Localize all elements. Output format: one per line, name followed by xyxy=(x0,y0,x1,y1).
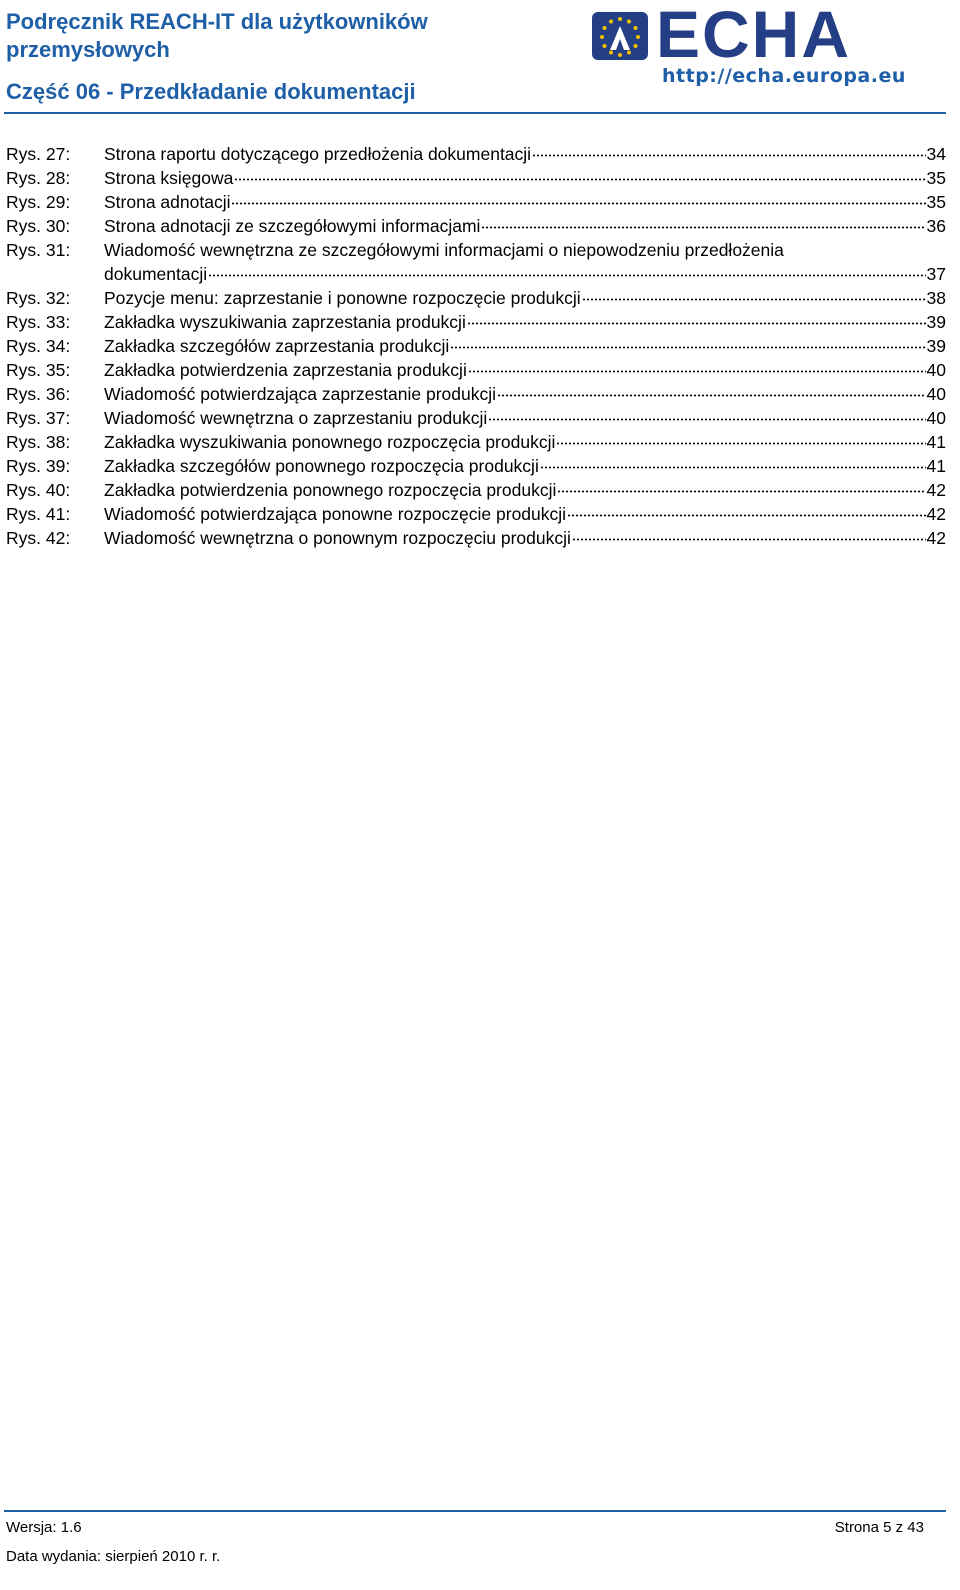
toc-entry-title: Zakładka wyszukiwania ponownego rozpoczęcia produkcji xyxy=(104,432,556,452)
toc-entry-line xyxy=(104,214,946,238)
toc-entry[interactable] xyxy=(6,334,946,358)
toc-figure-number: Rys. 31: xyxy=(6,240,71,260)
toc-entry-body xyxy=(104,478,946,502)
toc-entry-line xyxy=(104,526,946,550)
toc-entry-body xyxy=(104,190,946,214)
toc-dot-leader xyxy=(208,263,925,277)
toc-figure-number: Rys. 40: xyxy=(6,480,71,500)
toc-entry-title: Wiadomość wewnętrzna o zaprzestaniu produkcji xyxy=(104,408,488,428)
toc-entry[interactable] xyxy=(6,310,946,334)
toc-entry-body xyxy=(104,358,946,382)
toc-entry-title: Strona raportu dotyczącego przedłożenia dokumentacji xyxy=(104,144,532,164)
toc-dot-leader xyxy=(557,479,925,493)
toc-figure-number: Rys. 36: xyxy=(6,384,71,404)
toc-entry-title: Zakładka szczegółów ponownego rozpoczęcia produkcji xyxy=(104,456,539,476)
toc-entry-title: Strona księgowa xyxy=(104,168,234,188)
toc-dot-leader xyxy=(572,527,926,541)
toc-entry-body xyxy=(104,310,946,334)
toc-entry-line xyxy=(104,478,946,502)
toc-entry[interactable] xyxy=(6,502,946,526)
page-header xyxy=(0,0,960,112)
toc-entry-line xyxy=(104,262,946,286)
toc-entry-body xyxy=(104,166,946,190)
toc-page-number: 37 xyxy=(926,264,946,284)
toc-dot-leader xyxy=(231,191,925,205)
toc-page-number: 40 xyxy=(926,384,946,404)
toc-dot-leader xyxy=(450,335,925,349)
toc-entry[interactable] xyxy=(6,238,946,286)
toc-figure-number: Rys. 37: xyxy=(6,408,71,428)
toc-entry[interactable] xyxy=(6,286,946,310)
toc-figure-number: Rys. 30: xyxy=(6,216,71,236)
toc-page-number: 34 xyxy=(926,144,946,164)
toc-entry-body xyxy=(104,214,946,238)
toc-dot-leader xyxy=(497,383,926,397)
toc-entry[interactable] xyxy=(6,214,946,238)
toc-figure-number: Rys. 32: xyxy=(6,288,71,308)
toc-entry-body xyxy=(104,454,946,478)
toc-entry-line xyxy=(104,142,946,166)
toc-entry-line xyxy=(104,502,946,526)
toc-entry-title: Pozycje menu: zaprzestanie i ponowne rozpoczęcie produkcji xyxy=(104,288,581,308)
footer-release-date: Data wydania: sierpień 2010 r. r. xyxy=(6,1548,221,1565)
toc-figure-number: Rys. 35: xyxy=(6,360,71,380)
toc-dot-leader xyxy=(468,359,926,373)
toc-entry-body xyxy=(104,406,946,430)
toc-dot-leader xyxy=(234,167,925,181)
toc-entry-title: Zakładka potwierdzenia ponownego rozpoczęcia produkcji xyxy=(104,480,557,500)
toc-entry-line xyxy=(104,310,946,334)
toc-dot-leader xyxy=(567,503,925,517)
toc-page-number: 40 xyxy=(926,408,946,428)
toc-entry-line xyxy=(104,382,946,406)
toc-entry-title: Wiadomość wewnętrzna o ponownym rozpoczęciu produkcji xyxy=(104,528,571,548)
toc-figure-number: Rys. 33: xyxy=(6,312,71,332)
toc-entry-body xyxy=(104,238,946,286)
toc-figure-number: Rys. 38: xyxy=(6,432,71,452)
toc-page-number: 42 xyxy=(926,504,946,524)
toc-entry-line xyxy=(104,166,946,190)
header-divider xyxy=(4,112,946,114)
toc-entry-body xyxy=(104,286,946,310)
toc-entry[interactable] xyxy=(6,430,946,454)
toc-entry[interactable] xyxy=(6,382,946,406)
toc-page-number: 35 xyxy=(926,168,946,188)
toc-page-number: 41 xyxy=(926,456,946,476)
toc-entry-title: Zakładka szczegółów zaprzestania produkcji xyxy=(104,336,450,356)
toc-entry-body xyxy=(104,142,946,166)
toc-entry-line xyxy=(104,406,946,430)
toc-dot-leader xyxy=(556,431,925,445)
toc-entry-body xyxy=(104,502,946,526)
toc-entry-line xyxy=(104,430,946,454)
document-title: Podręcznik REACH-IT dla użytkowników przemysłowych xyxy=(6,9,428,62)
toc-entry-line xyxy=(104,190,946,214)
toc-entry-line xyxy=(104,238,946,262)
toc-page-number: 39 xyxy=(926,312,946,332)
toc-entry-title: dokumentacji xyxy=(104,264,208,284)
toc-entry-line xyxy=(104,286,946,310)
toc-dot-leader xyxy=(540,455,926,469)
toc-entry[interactable] xyxy=(6,142,946,166)
toc-entry-line xyxy=(104,334,946,358)
toc-page-number: 41 xyxy=(926,432,946,452)
toc-figure-number: Rys. 34: xyxy=(6,336,71,356)
footer-divider xyxy=(4,1510,946,1512)
toc-entry[interactable] xyxy=(6,190,946,214)
toc-entry-body xyxy=(104,430,946,454)
footer-page-number: Strona 5 z 43 xyxy=(834,1519,924,1536)
toc-entry[interactable] xyxy=(6,406,946,430)
list-of-figures xyxy=(6,142,946,550)
toc-dot-leader xyxy=(582,287,926,301)
echa-logo-url: http://echa.europa.eu xyxy=(662,65,906,87)
toc-entry-title: Strona adnotacji ze szczegółowymi informacjami xyxy=(104,216,481,236)
toc-page-number: 40 xyxy=(926,360,946,380)
toc-dot-leader xyxy=(532,143,925,157)
toc-entry[interactable] xyxy=(6,478,946,502)
toc-entry-body xyxy=(104,382,946,406)
toc-entry[interactable] xyxy=(6,454,946,478)
toc-dot-leader xyxy=(488,407,925,421)
toc-entry-title: Zakładka wyszukiwania zaprzestania produkcji xyxy=(104,312,466,332)
header-title-block xyxy=(6,8,566,106)
toc-figure-number: Rys. 27: xyxy=(6,144,71,164)
toc-entry-title: Wiadomość potwierdzająca zaprzestanie produkcji xyxy=(104,384,496,404)
toc-entry-body xyxy=(104,526,946,550)
toc-entry-title: Wiadomość wewnętrzna ze szczegółowymi informacjami o niepowodzeniu przedłożenia xyxy=(104,240,784,260)
document-part-title: Część 06 - Przedkładanie dokumentacji xyxy=(6,79,416,104)
footer-version: Wersja: 1.6 xyxy=(6,1519,82,1536)
toc-figure-number: Rys. 28: xyxy=(6,168,71,188)
toc-entry[interactable] xyxy=(6,526,946,550)
toc-figure-number: Rys. 39: xyxy=(6,456,71,476)
toc-page-number: 38 xyxy=(926,288,946,308)
toc-page-number: 36 xyxy=(926,216,946,236)
echa-logo xyxy=(590,0,942,92)
toc-figure-number: Rys. 42: xyxy=(6,528,71,548)
toc-page-number: 35 xyxy=(926,192,946,212)
toc-entry-title: Wiadomość potwierdzająca ponowne rozpoczęcie produkcji xyxy=(104,504,567,524)
toc-dot-leader xyxy=(481,215,925,229)
toc-page-number: 42 xyxy=(926,528,946,548)
toc-figure-number: Rys. 41: xyxy=(6,504,71,524)
toc-page-number: 42 xyxy=(926,480,946,500)
toc-entry-title: Strona adnotacji xyxy=(104,192,231,212)
toc-dot-leader xyxy=(467,311,926,325)
toc-entry-title: Zakładka potwierdzenia zaprzestania produkcji xyxy=(104,360,467,380)
echa-logo-text: ECHA xyxy=(656,0,852,71)
toc-entry[interactable] xyxy=(6,166,946,190)
echa-emblem-icon xyxy=(590,6,652,68)
toc-page-number: 39 xyxy=(926,336,946,356)
toc-figure-number: Rys. 29: xyxy=(6,192,71,212)
toc-entry[interactable] xyxy=(6,358,946,382)
toc-entry-line xyxy=(104,454,946,478)
toc-entry-line xyxy=(104,358,946,382)
toc-entry-body xyxy=(104,334,946,358)
